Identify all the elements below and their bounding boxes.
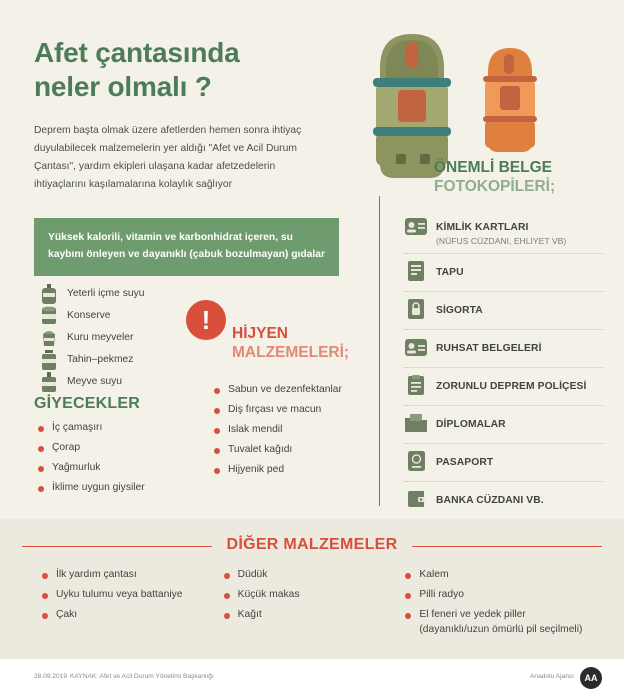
document-name: RUHSAT BELGELERİ (436, 343, 542, 354)
other-materials-columns (42, 568, 587, 643)
list-item (214, 423, 384, 438)
bullet-dot-icon (224, 573, 230, 579)
bullet-dot-icon (38, 426, 44, 432)
list-item-label: Kuru meyveler (67, 332, 134, 343)
list-item (404, 412, 604, 444)
bullet-dot-icon (38, 446, 44, 452)
can-icon (38, 306, 60, 326)
clothing-heading: GİYECEKLER (34, 395, 141, 412)
list-item (38, 441, 238, 456)
water-bottle-icon (38, 284, 60, 304)
list-item-label: Tahin–pekmez (67, 354, 134, 365)
bullet-dot-icon (405, 573, 411, 579)
document-name: BANKA CÜZDANI VB. (436, 495, 544, 506)
deed-document-icon (404, 260, 428, 282)
document-name: KİMLİK KARTLARI (436, 222, 529, 233)
policy-clipboard-icon (404, 374, 428, 396)
list-item (214, 403, 384, 418)
list-item (42, 568, 224, 583)
passport-icon (404, 450, 428, 472)
list-item (404, 374, 604, 406)
bullet-dot-icon (42, 593, 48, 599)
list-item (214, 463, 384, 478)
list-item-label: Çakı (56, 608, 78, 620)
diploma-icon (404, 412, 428, 434)
list-item (214, 443, 384, 458)
list-item-label: Çorap (52, 441, 81, 453)
bullet-dot-icon (214, 428, 220, 434)
footer-date: 28.09.2019 (34, 673, 68, 680)
other-materials-heading: DİĞER MALZEMELER (226, 536, 398, 553)
other-column-1 (42, 568, 224, 643)
list-item-label: Sabun ve dezenfektanlar (228, 384, 342, 395)
hygiene-heading-line1: HİJYEN (232, 325, 288, 342)
intro-paragraph: Deprem başta olmak üzere afetlerden hemen sonra ihtiyaç duyulabilecek malzemelerin yer aldığı "Afet ve Acil Durum Çantası", yardım ekipleri ulaşana kadar afetzedelerin ihtiyaçlarını kaşılamalarına kolaylık sağlıyor (34, 125, 302, 191)
bullet-dot-icon (224, 613, 230, 619)
list-item-label: Yeterli içme suyu (67, 288, 145, 299)
documents-list (404, 215, 604, 570)
document-name: DİPLOMALAR (436, 419, 506, 430)
hygiene-list (214, 383, 384, 483)
list-item (38, 421, 238, 436)
hygiene-heading (232, 325, 349, 363)
other-column-2 (224, 568, 406, 643)
footer-source: KAYNAK: Afet ve Acil Durum Yönetimi Başkanlığı (70, 673, 214, 680)
list-item (224, 568, 406, 583)
list-item-label: Meyve suyu (67, 376, 122, 387)
list-item (38, 481, 238, 496)
list-item-label: Düdük (237, 569, 268, 580)
bullet-dot-icon (42, 613, 48, 619)
footer-bar (0, 659, 624, 700)
dried-fruit-bag-icon (38, 328, 60, 348)
bullet-dot-icon (214, 408, 220, 414)
bullet-dot-icon (405, 613, 411, 619)
list-item (214, 383, 384, 398)
list-item (224, 608, 406, 623)
bullet-dot-icon (38, 486, 44, 492)
list-item (405, 588, 587, 603)
documents-heading-line2: FOTOKOPİLERİ; (434, 178, 556, 196)
bullet-dot-icon (214, 448, 220, 454)
document-name: PASAPORT (436, 457, 494, 468)
food-banner: Yüksek kalorili, vitamin ve karbonhidrat içeren, su kaybını önleyen ve dayanıklı (çabuk bozulmayan) gıdalar (34, 218, 339, 276)
document-sub: (NÜFUS CÜZDANI, EHLİYET VB) (436, 236, 567, 246)
list-item-label: İklime uygun giysiler (52, 481, 145, 493)
documents-heading-line1: ÖNEMLİ BELGE (434, 159, 552, 176)
document-name: TAPU (436, 267, 464, 278)
footer-agency: Anadolu Ajansı (530, 673, 574, 680)
document-name: ZORUNLU DEPREM POLİÇESİ (436, 381, 587, 392)
list-item-label: Tuvalet kağıdı (228, 443, 293, 455)
list-item-label: El feneri ve yedek piller (dayanıklı/uzun ömürlü pil seçilmeli) (419, 608, 583, 635)
insurance-lock-icon (404, 298, 428, 320)
bullet-dot-icon (38, 466, 44, 472)
list-item (405, 608, 587, 638)
other-column-3 (405, 568, 587, 643)
bullet-dot-icon (224, 593, 230, 599)
list-item-label: Islak mendil (228, 423, 283, 435)
list-item-label: Yağmurluk (52, 461, 101, 473)
list-item (38, 461, 238, 476)
bullet-dot-icon (42, 573, 48, 579)
juice-bottle-icon (38, 372, 60, 392)
vertical-divider (379, 196, 380, 506)
license-card-icon (404, 336, 428, 358)
list-item (404, 450, 604, 482)
bullet-dot-icon (214, 468, 220, 474)
list-item (404, 215, 604, 254)
document-name: SİGORTA (436, 305, 483, 316)
list-item (404, 298, 604, 330)
bullet-dot-icon (214, 388, 220, 394)
list-item-label: İç çamaşırı (52, 422, 103, 433)
list-item (405, 568, 587, 583)
list-item-label: İlk yardım çantası (56, 569, 137, 580)
list-item-label: Diş fırçası ve macun (228, 403, 322, 415)
list-item-label: Küçük makas (237, 588, 300, 600)
list-item (42, 608, 224, 623)
list-item-label: Konserve (67, 310, 111, 321)
bankbook-icon (404, 488, 428, 510)
list-item (404, 336, 604, 368)
list-item-label: Kalem (419, 569, 449, 580)
page-title-line2: neler olmalı ? (34, 71, 212, 103)
exclamation-icon: ! (186, 300, 226, 340)
agency-logo-icon: AA (580, 667, 602, 689)
list-item (404, 488, 604, 520)
list-item-label: Hijyenik ped (228, 463, 285, 475)
bullet-dot-icon (405, 593, 411, 599)
list-item-label: Uyku tulumu veya battaniye (56, 588, 183, 600)
clothing-list (38, 421, 238, 501)
header-block (34, 36, 364, 194)
list-item-label: Kağıt (237, 608, 262, 620)
page-title-line1: Afet çantasında (34, 37, 240, 68)
hygiene-heading-line2: MALZEMELERİ; (232, 343, 350, 361)
list-item (42, 588, 224, 603)
list-item (224, 588, 406, 603)
list-item-label: Pilli radyo (419, 588, 464, 600)
page-title (34, 36, 364, 104)
jar-icon (38, 350, 60, 370)
list-item (38, 371, 228, 392)
list-item (404, 260, 604, 292)
list-item (38, 349, 228, 370)
id-card-icon (404, 215, 428, 237)
documents-heading (434, 158, 555, 197)
